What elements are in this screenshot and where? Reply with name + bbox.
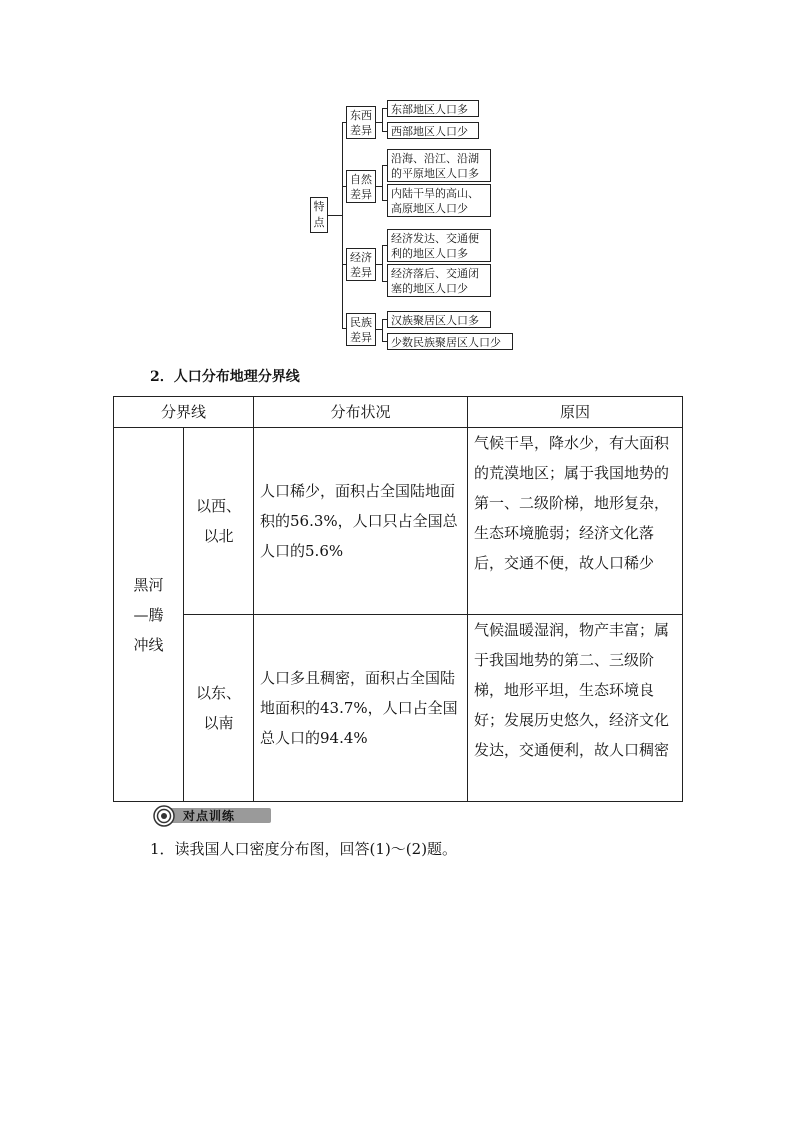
status-cell: 人口稀少，面积占全国陆地面积的56.3%，人口只占全国总人口的5.6% [254, 428, 468, 615]
badge-label: 对点训练 [183, 809, 236, 823]
tree-item: 少数民族聚居区人口少 [387, 333, 513, 350]
table-row [114, 615, 683, 802]
tree-item: 经济落后、交通闭塞的地区人口少 [387, 264, 491, 297]
boundary-table [113, 396, 683, 802]
header-boundary: 分界线 [114, 397, 254, 428]
header-reason: 原因 [468, 397, 683, 428]
tree-item: 汉族聚居区人口多 [387, 311, 491, 328]
tree-root: 特点 [310, 197, 328, 233]
region-cell [184, 615, 254, 802]
section-heading: 2．人口分布地理分界线 [150, 369, 300, 385]
tree-item: 东部地区人口多 [387, 100, 479, 117]
question-text: 1．读我国人口密度分布图，回答(1)～(2)题。 [150, 840, 458, 858]
reason-cell: 气候温暖湿润，物产丰富；属于我国地势的第二、三级阶梯，地形平坦，生态环境良好；发展历史悠久，经济文化发达，交通便利，故人口稠密 [468, 615, 683, 802]
tree-item: 内陆干旱的高山、高原地区人口少 [387, 184, 491, 217]
target-icon [153, 805, 175, 827]
reason-cell: 气候干旱，降水少，有大面积的荒漠地区；属于我国地势的第一、二级阶梯，地形复杂，生态环境脆弱；经济文化落后，交通不便，故人口稀少 [468, 428, 683, 615]
tree-group-economic: 经济差异 [346, 248, 376, 281]
table-header-row [114, 397, 683, 428]
line-name-cell [114, 428, 184, 802]
tree-group-natural: 自然差异 [346, 170, 376, 203]
line-name: 黑河—腾冲线 [133, 575, 164, 654]
region-label: 以东、以南 [195, 684, 241, 732]
status-cell: 人口多且稠密，面积占全国陆地面积的43.7%，人口占全国总人口的94.4% [254, 615, 468, 802]
practice-badge [153, 805, 273, 825]
tree-group-ethnic: 民族差异 [346, 313, 376, 346]
region-label: 以西、以北 [195, 497, 241, 545]
region-cell [184, 428, 254, 615]
header-status: 分布状况 [254, 397, 468, 428]
table-row [114, 428, 683, 615]
tree-item: 经济发达、交通便利的地区人口多 [387, 229, 491, 262]
tree-group-east-west: 东西差异 [346, 106, 376, 139]
tree-item: 西部地区人口少 [387, 122, 479, 139]
tree-item: 沿海、沿江、沿湖的平原地区人口多 [387, 149, 491, 182]
